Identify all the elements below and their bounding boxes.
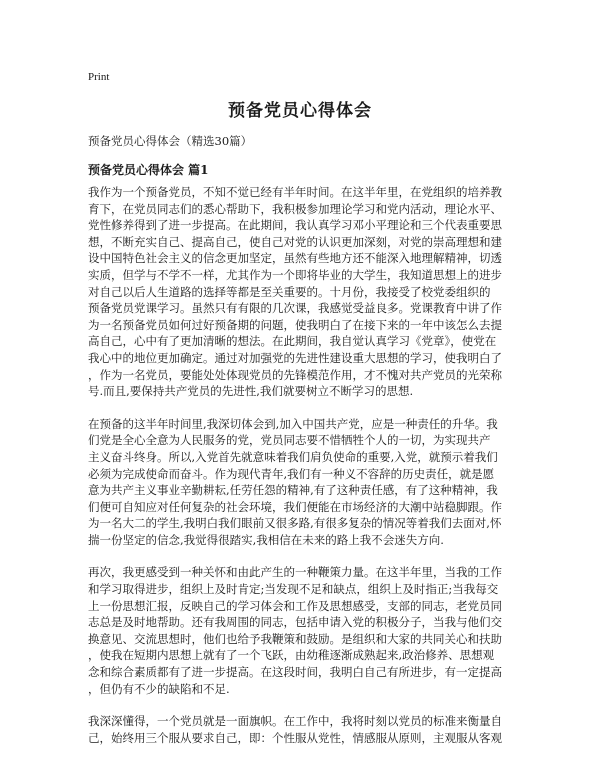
paragraph-4 <box>88 713 512 746</box>
paragraph-3 <box>88 564 512 697</box>
text-line: 高自己，心中有了更加清晰的想法。在此期间，我自觉认真学习《党章》，使党在 <box>88 334 497 349</box>
paragraph-2 <box>88 416 512 549</box>
text-line: 己，始终用三个服从要求自己，即：个性服从党性，情感服从原则，主观服从客观 <box>88 730 502 745</box>
text-line: 们党是全心全意为人民服务的党，党员同志要不惜牺牲个人的一切，为实现共产 <box>88 433 491 448</box>
paragraph-1 <box>88 184 512 400</box>
text-line: 我深深懂得，一个党员就是一面旗帜。在工作中，我将时刻以党员的标准来衡量自 <box>88 714 502 729</box>
article-body <box>88 184 512 762</box>
text-line: 号.而且,要保持共产党员的先进性,我们就要树立不断学习的思想. <box>88 384 414 399</box>
text-line: 换意见、交流思想时，他们也给予我鞭策和鼓励。是组织和大家的共同关心和扶助 <box>88 631 502 646</box>
text-line: 志总是及时地帮助。还有我周围的同志，包括申请入党的积极分子，当我与他们交 <box>88 615 502 630</box>
section-title: 预备党员心得体会 篇1 <box>88 163 209 177</box>
text-line: 念和综合素质都有了进一步提高。在这段时间，我明白自己有所进步，有一定提高 <box>88 665 502 680</box>
text-line: ，但仍有不少的缺陷和不足. <box>88 681 230 696</box>
text-line: 想，不断充实自己、提高自己，使自己对党的认识更加深刻，对党的崇高理想和建 <box>88 234 502 249</box>
text-line: 在预备的这半年时间里,我深切体会到,加入中国共产党，应是一种责任的升华。我 <box>88 416 498 431</box>
text-line: 揣一份坚定的信念,我觉得很踏实,我相信在未来的路上我不会迷失方向. <box>88 532 444 547</box>
text-line: 主义奋斗终身。所以,入党首先就意味着我们肩负使命的重要,入党，就预示着我们 <box>88 449 498 464</box>
text-line: 上一份思想汇报，反映自己的学习体会和工作及思想感受，支部的同志，老党员同 <box>88 598 502 613</box>
text-line: 和学习取得进步，组织上及时肯定;当发现不足和缺点，组织上及时指正;当我每交 <box>88 582 499 597</box>
text-line: ，使我在短期内思想上就有了一个飞跃，由幼稚逐渐成熟起来,政治修养、思想观 <box>88 648 495 663</box>
page-title: 预备党员心得体会 <box>228 101 372 121</box>
text-line: 必须为完成使命而奋斗。作为现代青年,我们有一种义不容辞的历史责任，就是愿 <box>88 466 495 481</box>
text-line: 意为共产主义事业辛勤耕耘,任劳任怨的精神,有了这种责任感，有了这种精神，我 <box>88 483 498 498</box>
print-label[interactable]: Print <box>88 71 110 83</box>
text-line: 我作为一个预备党员，不知不觉已经有半年时间。在这半年里，在党组织的培养教 <box>88 185 502 199</box>
text-line: 预备党员党课学习。虽然只有有限的几次课，我感觉受益良多。党课教育中讲了作 <box>88 301 502 316</box>
text-line: ，作为一名党员，要能处处体现党员的先锋模范作用，才不愧对共产党员的光荣称 <box>88 367 502 382</box>
text-line: 育下，在党员同志们的悉心帮助下，我积极参加理论学习和党内活动，理论水平、 <box>88 201 502 216</box>
text-line: 为一名预备党员如何过好预备期的问题，使我明白了在接下来的一年中该怎么去提 <box>88 317 502 332</box>
text-line: 实质，但学与不学不一样，尤其作为一个即将毕业的大学生，我知道思想上的进步 <box>88 267 502 282</box>
document-subtitle: 预备党员心得体会（精选30篇） <box>88 134 253 148</box>
text-line: 设中国特色社会主义的信念更加坚定，虽然有些地方还不能深入地理解精神，切透 <box>88 251 502 266</box>
text-line: 为一名大二的学生,我明白我们眼前又很多路,有很多复杂的情况等着我们去面对,怀 <box>88 516 502 531</box>
text-line: 对自己以后人生道路的选择等都是至关重要的。十月份，我接受了校党委组织的 <box>88 284 491 299</box>
text-line: 党性修养得到了进一步提高。在此期间，我认真学习邓小平理论和三个代表重要思 <box>88 218 502 233</box>
text-line: 我心中的地位更加确定。通过对加强党的先进性建设重大思想的学习，使我明白了 <box>88 350 502 365</box>
text-line: 们便可自知应对任何复杂的社会环境，我们便能在市场经济的大潮中站稳脚跟。作 <box>88 499 502 514</box>
text-line: 再次，我更感受到一种关怀和由此产生的一种鞭策力量。在这半年里，当我的工作 <box>88 565 502 580</box>
